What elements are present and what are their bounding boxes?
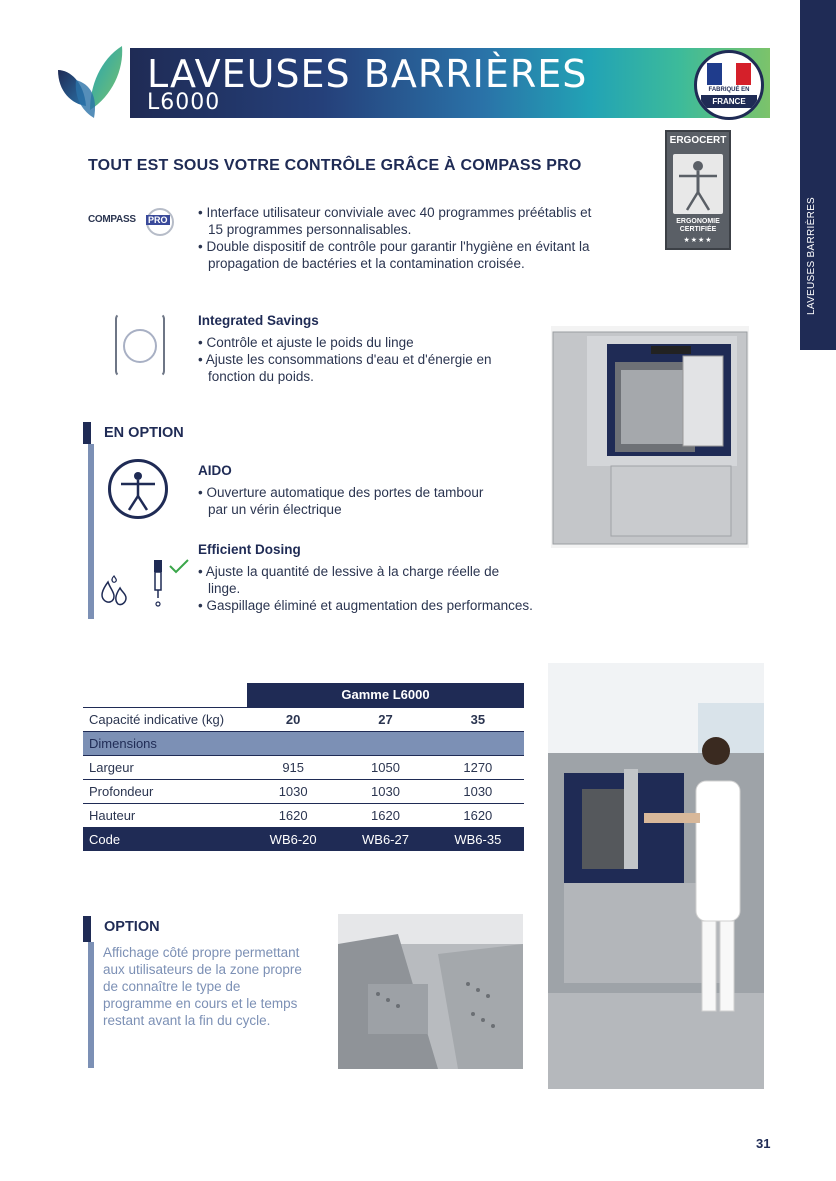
- barrier-washer-photo: [548, 663, 764, 1089]
- table-row: Dimensions: [83, 731, 524, 755]
- badge-bottom-text: FRANCE: [701, 95, 757, 108]
- section-title: TOUT EST SOUS VOTRE CONTRÔLE GRÂCE À COMPASS PRO: [88, 157, 582, 174]
- list-item: • Ajuste les consommations d'eau et d'énergie en fonction du poids.: [198, 351, 528, 385]
- efficient-dosing-title: Efficient Dosing: [198, 542, 301, 557]
- savings-bullets: [198, 334, 528, 385]
- compass-pro-logo: [88, 202, 184, 238]
- option-title: OPTION: [104, 919, 160, 935]
- compass-bullets: [198, 204, 608, 272]
- vitruvian-man-icon: [108, 459, 168, 519]
- list-item: • Contrôle et ajuste le poids du linge: [198, 334, 528, 351]
- en-option-bar: [83, 422, 91, 444]
- ergocert-stars: ★★★★: [683, 237, 713, 244]
- aido-title: AIDO: [198, 463, 232, 478]
- integrated-savings-title: Integrated Savings: [198, 313, 319, 328]
- drum-interior-photo: [338, 914, 523, 1069]
- list-item: • Ouverture automatique des portes de tambour par un vérin électrique: [198, 484, 488, 518]
- page-number: 31: [756, 1136, 771, 1151]
- list-item: • Interface utilisateur conviviale avec 40 programmes préétablis et 15 programmes personnalisables.: [198, 204, 608, 238]
- table-row: Largeur 915 1050 1270: [83, 755, 524, 779]
- dosing-bullets: [198, 563, 598, 614]
- list-item: • Ajuste la quantité de lessive à la charge réelle de linge.: [198, 563, 528, 597]
- en-option-title: EN OPTION: [104, 425, 184, 441]
- page-subtitle: L6000: [147, 90, 221, 115]
- brand-leaf-logo: [50, 40, 130, 122]
- table-range-header: Gamme L6000: [247, 683, 524, 707]
- ergocert-line: ERGONOMIE CERTIFIÉE: [676, 218, 720, 233]
- page-title: LAVEUSES BARRIÈRES: [147, 52, 588, 96]
- scale-heart-icon: [115, 313, 165, 377]
- en-option-line: [88, 444, 94, 619]
- badge-top-text: FABRIQUÉ EN: [708, 87, 750, 93]
- option-bar: [83, 916, 91, 942]
- made-in-france-badge: [694, 50, 764, 120]
- dosing-drops-icon: [96, 556, 192, 612]
- compass-logo-word: COMPASS: [88, 214, 136, 225]
- vitruvian-man-icon: [673, 154, 723, 214]
- table-row: Hauteur 1620 1620 1620: [83, 803, 524, 827]
- option-text: Affichage côté propre permettant aux utilisateurs de la zone propre de connaître le type de programme en cours et le temps restant avant la fin du cycle.: [103, 945, 302, 1028]
- aido-bullets: [198, 484, 488, 518]
- spec-table: [83, 683, 524, 851]
- table-row: Profondeur 1030 1030 1030: [83, 779, 524, 803]
- list-item: • Double dispositif de contrôle pour garantir l'hygiène en évitant la propagation de bactéries et la contamination croisée.: [198, 238, 608, 272]
- table-row: Capacité indicative (kg) 20 27 35: [83, 707, 524, 731]
- ergocert-title: ERGOCERT: [669, 135, 727, 146]
- side-tab-label: LAVEUSES BARRIÈRES: [806, 196, 817, 315]
- side-tab-point: [800, 320, 836, 350]
- ergocert-badge: [665, 130, 731, 250]
- french-flag-icon: [707, 63, 751, 85]
- table-row: Code WB6-20 WB6-27 WB6-35: [83, 827, 524, 851]
- list-item: • Gaspillage éliminé et augmentation des performances.: [198, 597, 598, 614]
- compass-logo-pro: PRO: [148, 215, 168, 225]
- washer-photo: [551, 326, 749, 548]
- option-line: [88, 942, 94, 1068]
